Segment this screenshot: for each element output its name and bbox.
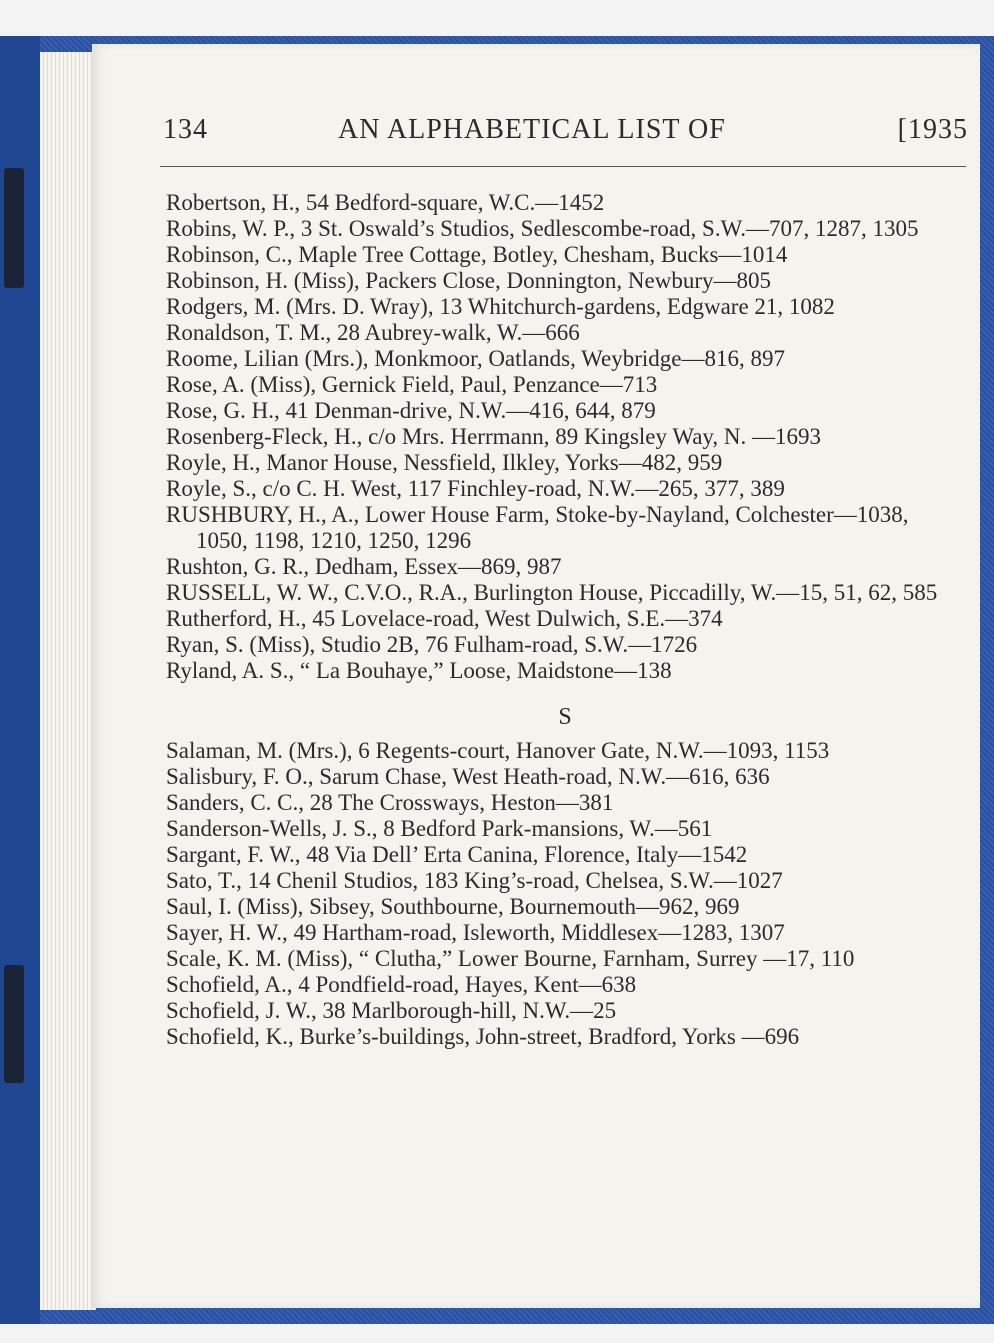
header-rule <box>160 166 966 167</box>
list-entry: RUSHBURY, H., A., Lower House Farm, Stoke-by-Nayland, Colchester—1038, 1050, 1198, 1210, 1250, 1296 <box>166 502 909 553</box>
list-entry: Robertson, H., 54 Bedford-square, W.C.—1452 <box>166 190 605 215</box>
list-entry: Royle, S., c/o C. H. West, 117 Finchley-road, N.W.—265, 377, 389 <box>166 476 785 501</box>
list-entry: Rodgers, M. (Mrs. D. Wray), 13 Whitchurch-gardens, Edgware 21, 1082 <box>166 294 835 319</box>
list-entry: Ryan, S. (Miss), Studio 2B, 76 Fulham-road, S.W.—1726 <box>166 632 698 657</box>
year-label: [1935 <box>897 114 968 145</box>
list-entry: Schofield, J. W., 38 Marlborough-hill, N.W.—25 <box>166 998 617 1023</box>
list-entry: Rutherford, H., 45 Lovelace-road, West Dulwich, S.E.—374 <box>166 606 723 631</box>
list-entry: Ronaldson, T. M., 28 Aubrey-walk, W.—666 <box>166 320 580 345</box>
list-entry: Saul, I. (Miss), Sibsey, Southbourne, Bournemouth—962, 969 <box>166 894 740 919</box>
page-edges <box>40 52 96 1310</box>
list-entry: Schofield, A., 4 Pondfield-road, Hayes, Kent—638 <box>166 972 637 997</box>
list-entry: Sato, T., 14 Chenil Studios, 183 King’s-road, Chelsea, S.W.—1027 <box>166 868 783 893</box>
list-entry: Royle, H., Manor House, Nessfield, Ilkley, Yorks—482, 959 <box>166 450 723 475</box>
list-entry: RUSSELL, W. W., C.V.O., R.A., Burlington House, Piccadilly, W.—15, 51, 62, 585 <box>166 580 938 605</box>
list-entry: Schofield, K., Burke’s-buildings, John-street, Bradford, Yorks —696 <box>166 1024 800 1049</box>
page-header <box>163 114 968 154</box>
list-entry: Rose, A. (Miss), Gernick Field, Paul, Penzance—713 <box>166 372 658 397</box>
entries-list <box>166 190 966 1050</box>
binding-clip-top <box>4 168 24 288</box>
list-entry: Robinson, C., Maple Tree Cottage, Botley, Chesham, Bucks—1014 <box>166 242 788 267</box>
list-entry: Robins, W. P., 3 St. Oswald’s Studios, Sedlescombe-road, S.W.—707, 1287, 1305 <box>166 216 919 241</box>
section-letter-heading: S <box>558 704 574 730</box>
list-entry: Robinson, H. (Miss), Packers Close, Donnington, Newbury—805 <box>166 268 771 293</box>
list-entry: Rushton, G. R., Dedham, Essex—869, 987 <box>166 554 562 579</box>
list-entry: Scale, K. M. (Miss), “ Clutha,” Lower Bourne, Farnham, Surrey —17, 110 <box>166 946 855 971</box>
list-entry: Salisbury, F. O., Sarum Chase, West Heath-road, N.W.—616, 636 <box>166 764 770 789</box>
list-entry: Sayer, H. W., 49 Hartham-road, Isleworth, Middlesex—1283, 1307 <box>166 920 785 945</box>
list-entry: Ryland, A. S., “ La Bouhaye,” Loose, Maidstone—138 <box>166 658 672 683</box>
page-number: 134 <box>163 114 208 145</box>
list-entry: Roome, Lilian (Mrs.), Monkmoor, Oatlands, Weybridge—816, 897 <box>166 346 786 371</box>
binding-clip-bottom <box>4 965 24 1083</box>
list-entry: Sanders, C. C., 28 The Crossways, Heston—381 <box>166 790 614 815</box>
list-entry: Sanderson-Wells, J. S., 8 Bedford Park-mansions, W.—561 <box>166 816 713 841</box>
list-entry: Rosenberg-Fleck, H., c/o Mrs. Herrmann, 89 Kingsley Way, N. —1693 <box>166 424 822 449</box>
list-entry: Salaman, M. (Mrs.), 6 Regents-court, Hanover Gate, N.W.—1093, 1153 <box>166 738 830 763</box>
running-title: AN ALPHABETICAL LIST OF <box>338 114 726 145</box>
list-entry: Rose, G. H., 41 Denman-drive, N.W.—416, 644, 879 <box>166 398 656 423</box>
list-entry: Sargant, F. W., 48 Via Dell’ Erta Canina, Florence, Italy—1542 <box>166 842 748 867</box>
